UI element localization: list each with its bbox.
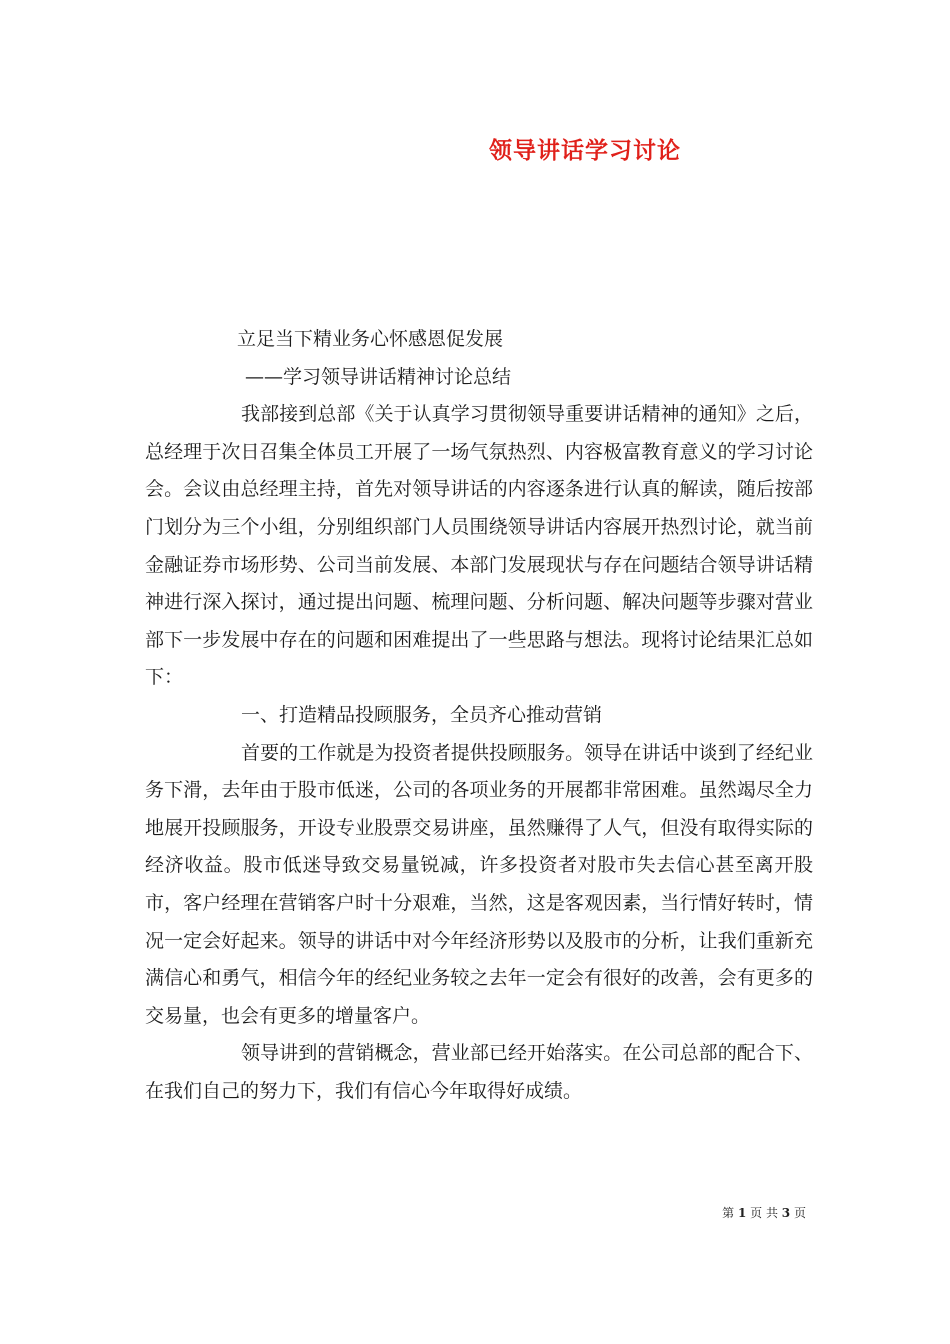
footer-suffix: 页 [793,1206,806,1220]
paragraph-investment-advisory: 首要的工作就是为投资者提供投顾服务。领导在讲话中谈到了经纪业务下滑，去年由于股市低迷，公司的各项业务的开展都非常困难。虽然竭尽全力地展开投顾服务，开设专业股票交易讲座，虽然赚得了人气，但没有取得实际的经济收益。股市低迷导致交易量锐减，许多投资者对股市失去信心甚至离开股市，客户经理在营销客户时十分艰难，当然，这是客观因素，当行情好转时，情况一定会好起来。领导的讲话中对今年经济形势以及股市的分析，让我们重新充满信心和勇气，相信今年的经纪业务较之去年一定会有很好的改善，会有更多的交易量，也会有更多的增量客户。 [145,741,813,1027]
document-title: 领导讲话学习讨论 [489,137,681,164]
paragraph-intro: 我部接到总部《关于认真学习贯彻领导重要讲话精神的通知》之后，总经理于次日召集全体员工开展了一场气氛热烈、内容极富教育意义的学习讨论会。会议由总经理主持，首先对领导讲话的内容逐条进行认真的解读，随后按部门划分为三个小组，分别组织部门人员围绕领导讲话内容展开热烈讨论，就当前金融证券市场形势、公司当前发展、本部门发展现状与存在问题结合领导讲话精神进行深入探讨，通过提出问题、梳理问题、分析问题、解决问题等步骤对营业部下一步发展中存在的问题和困难提出了一些思路与想法。现将讨论结果汇总如下： [145,403,813,689]
document-body [145,321,813,1110]
footer-page-number: 1 [737,1206,747,1220]
section-heading-1: 一、打造精品投顾服务，全员齐心推动营销 [241,703,603,726]
subtitle-line-1: 立足当下精业务心怀感恩促发展 [237,328,504,350]
footer-prefix: 第 [722,1206,735,1220]
subtitle-line-2: ——学习领导讲话精神讨论总结 [245,365,512,388]
page-footer [722,1205,806,1221]
footer-total-pages: 3 [781,1206,791,1220]
paragraph-marketing: 领导讲到的营销概念，营业部已经开始落实。在公司总部的配合下、在我们自己的努力下，我们有信心今年取得好成绩。 [145,1042,813,1102]
footer-middle: 页 共 [750,1206,778,1220]
